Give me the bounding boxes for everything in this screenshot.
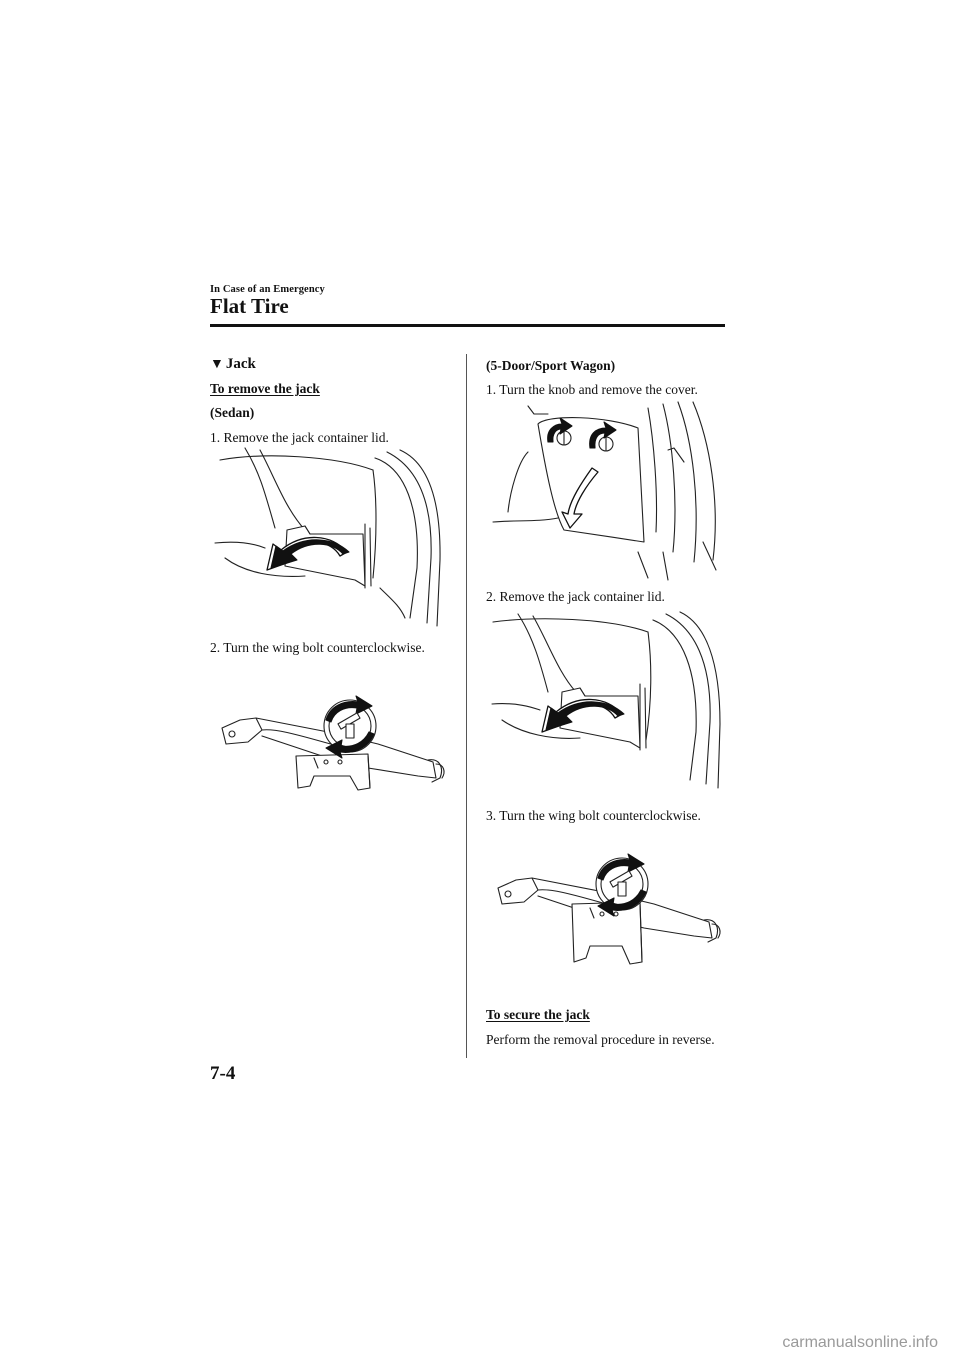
sedan-label: (Sedan) — [210, 405, 255, 420]
sedan-jack-illustration — [218, 698, 448, 808]
wagon-label: (5-Door/Sport Wagon) — [486, 358, 616, 373]
wagon-jack-illustration — [494, 858, 724, 968]
page-number: 7-4 — [210, 1063, 236, 1084]
page-title: Flat Tire — [210, 294, 289, 318]
watermark: carmanualsonline.info — [782, 1334, 938, 1351]
triangle-marker-icon: ▼ — [210, 357, 224, 372]
wagon-step-2: 2. Remove the jack container lid. — [486, 589, 665, 604]
column-divider — [466, 354, 467, 1058]
sedan-step-1: 1. Remove the jack container lid. — [210, 430, 389, 445]
section-label: In Case of an Emergency — [210, 284, 325, 295]
wagon-cover-illustration — [488, 402, 728, 582]
wagon-lid-illustration — [488, 612, 728, 792]
sedan-step-2: 2. Turn the wing bolt counterclockwise. — [210, 640, 425, 655]
heading-text: Jack — [225, 356, 256, 372]
secure-subheading: To secure the jack — [486, 1007, 590, 1022]
secure-text: Perform the removal procedure in reverse. — [486, 1032, 715, 1047]
section-heading — [210, 356, 256, 373]
remove-subheading: To remove the jack — [210, 381, 320, 396]
header-rule — [210, 324, 725, 327]
wagon-step-3: 3. Turn the wing bolt counterclockwise. — [486, 808, 701, 823]
sedan-lid-illustration — [205, 448, 445, 628]
wagon-step-1: 1. Turn the knob and remove the cover. — [486, 382, 698, 397]
